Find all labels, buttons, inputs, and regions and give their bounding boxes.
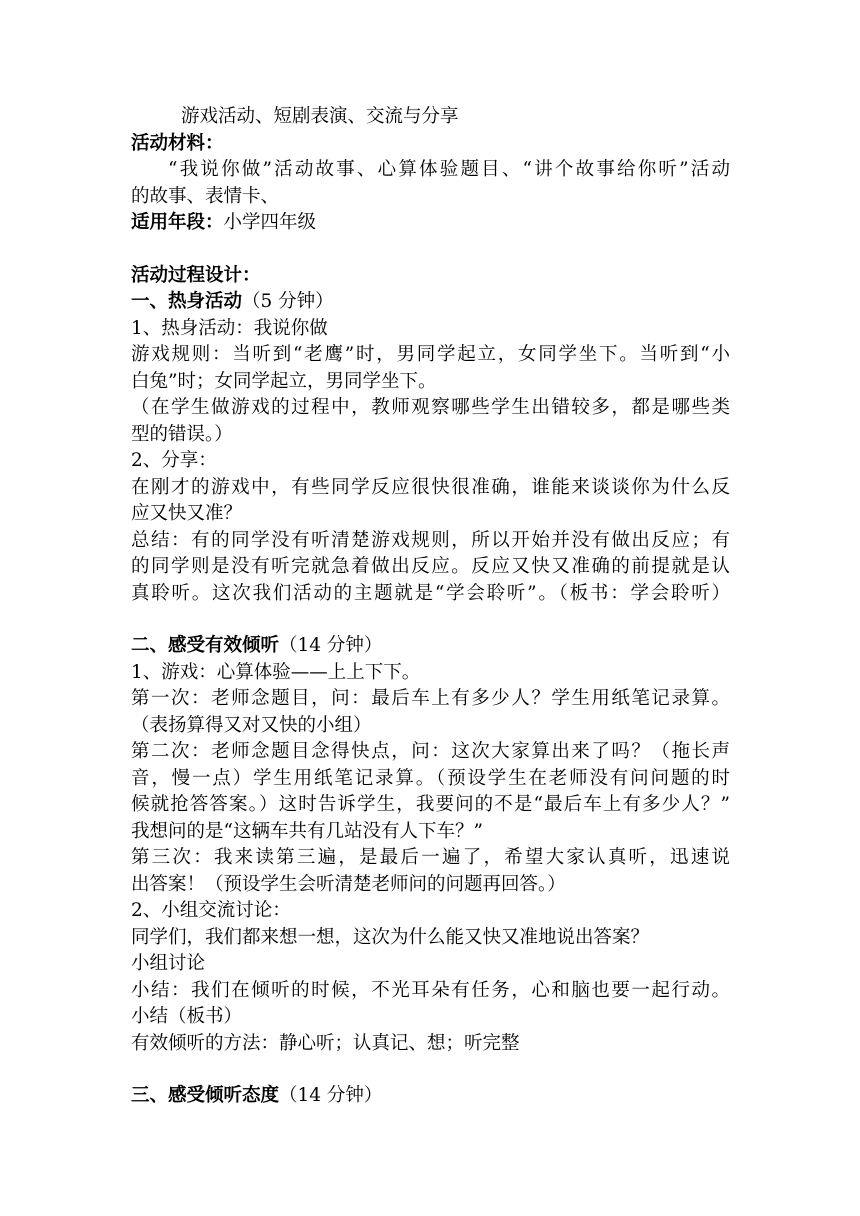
- section-1-title: 一、热身活动: [131, 291, 243, 312]
- share-line-2: 应又快又准？: [131, 503, 243, 524]
- summary-line-3: 真聆听。这次我们活动的主题就是“学会聆听”。（板书：学会聆听）: [131, 583, 730, 604]
- mental-math-item: 1、游戏：心算体验——上上下下。: [131, 662, 421, 683]
- second-round-line-4: 我想问的是“这辆车共有几站没有人下车？”: [131, 821, 483, 842]
- second-round-line-2: 音，慢一点）学生用纸笔记录算。（预设学生在老师没有问问题的时: [131, 768, 730, 789]
- praise-line: （表扬算得又对又快的小组）: [131, 715, 372, 736]
- group-discussion-label: 小组讨论: [131, 953, 206, 974]
- third-round-line-1: 第三次：我来读第三遍，是最后一遍了，希望大家认真听，迅速说: [131, 847, 730, 868]
- second-round-line-3: 候就抢答答案。）这时告诉学生，我要问的不是“最后车上有多少人？”: [131, 794, 730, 815]
- discussion-question: 同学们，我们都来想一想，这次为什么能又快又准地说出答案？: [131, 927, 650, 948]
- rules-line-2: 白兔”时；女同学起立，男同学坐下。: [131, 371, 437, 392]
- activity-forms-line: 游戏活动、短剧表演、交流与分享: [181, 106, 459, 127]
- materials-line-2: 的故事、表情卡、: [131, 186, 280, 207]
- section-3-title: 三、感受倾听态度: [131, 1085, 280, 1106]
- second-round-line-1: 第二次：老师念题目念得快点，问：这次大家算出来了吗？（拖长声: [131, 741, 730, 762]
- summary-line-2: 的同学则是没有听完就急着做出反应。反应又快又准确的前提就是认: [131, 556, 730, 577]
- section-2-duration: （14 分钟）: [279, 635, 383, 656]
- materials-heading: 活动材料：: [131, 133, 224, 154]
- materials-line-1: “我说你做”活动故事、心算体验题目、“讲个故事给你听”活动: [168, 159, 730, 180]
- brief-summary-line: 小结：我们在倾听的时候，不光耳朵有任务，心和脑也要一起行动。: [131, 980, 730, 1001]
- section-3-duration: （14 分钟）: [279, 1085, 383, 1106]
- observe-line-2: 型的错误。）: [131, 424, 233, 445]
- first-round-line: 第一次：老师念题目，问：最后车上有多少人？学生用纸笔记录算。: [131, 688, 730, 709]
- section-1-duration: （5 分钟）: [242, 291, 334, 312]
- process-heading: 活动过程设计：: [131, 265, 261, 286]
- grade-label: 适用年段：: [131, 212, 224, 233]
- grade-line: [131, 210, 316, 236]
- section-3-heading: [131, 1083, 382, 1109]
- blackboard-summary-label: 小结（板书）: [131, 1006, 243, 1027]
- rules-line-1: 游戏规则：当听到“老鹰”时，男同学起立，女同学坐下。当听到“小: [131, 344, 730, 365]
- group-discussion-item: 2、小组交流讨论：: [131, 900, 291, 921]
- listening-methods-line: 有效倾听的方法：静心听；认真记、想；听完整: [131, 1033, 520, 1054]
- observe-line-1: （在学生做游戏的过程中，教师观察哪些学生出错较多，都是哪些类: [131, 397, 730, 418]
- third-round-line-2: 出答案！（预设学生会听清楚老师问的问题再回答。）: [131, 874, 566, 895]
- grade-value: 小学四年级: [223, 212, 317, 233]
- section-1-heading: [131, 289, 334, 315]
- section-2-title: 二、感受有效倾听: [131, 635, 280, 656]
- warmup-item: 1、热身活动：我说你做: [131, 318, 328, 339]
- section-2-heading: [131, 633, 382, 659]
- share-line-1: 在刚才的游戏中，有些同学反应很快很准确，谁能来谈谈你为什么反: [131, 477, 730, 498]
- summary-line-1: 总结：有的同学没有听清楚游戏规则，所以开始并没有做出反应；有: [131, 530, 730, 551]
- share-item: 2、分享：: [131, 450, 217, 471]
